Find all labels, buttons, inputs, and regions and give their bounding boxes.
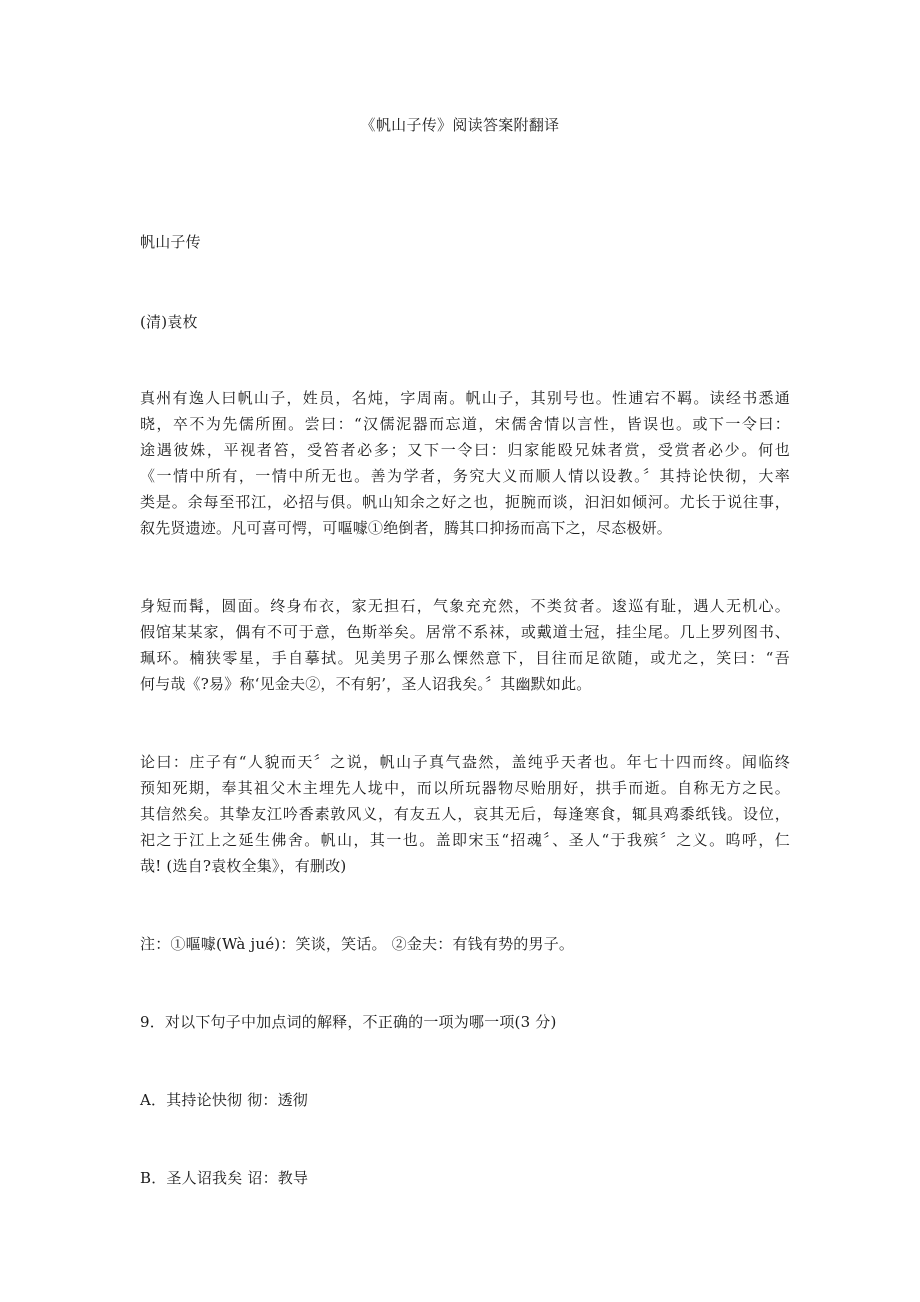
paragraph-line: 何与哉《?易》称‘见金夫②，不有躬’，圣人诏我矣。〞其幽默如此。: [140, 675, 592, 693]
paragraph-line: 真州有逸人曰帆山子，姓员，名炖，字周南。帆山子，其别号也。性逋宕不羁。读经书悉通: [140, 389, 790, 407]
option-b: B．圣人诏我矣 诏：教导: [140, 1169, 309, 1187]
option-a: A．其持论快彻 彻：透彻: [140, 1091, 309, 1109]
paragraph-line: 预知死期，奉其祖父木主埋先人垅中，而以所玩器物尽贻朋好，拱手而逝。自称无方之民。: [140, 779, 790, 797]
question-9: 9．对以下句子中加点词的解释，不正确的一项为哪一项(3 分): [140, 1013, 557, 1031]
author-line: (清)袁枚: [140, 313, 198, 331]
paragraph-3: [140, 749, 790, 879]
footnote: 注：①嘔噱(Wà jué)：笑谈，笑话。 ②金夫：有钱有势的男子。: [140, 935, 575, 953]
paragraph-line: 身短而髯，圆面。终身布衣，家无担石，气象充充然，不类贫者。逡巡有耻，遇人无机心。: [140, 597, 790, 615]
article-heading: 帆山子传: [140, 233, 201, 251]
paragraph-line: 晓，卒不为先儒所囿。尝曰：“汉儒泥器而忘道，宋儒舍情以言性，皆误也。或下一令曰：: [140, 415, 790, 433]
paragraph-line: 类是。余每至邗江，必招与俱。帆山知余之好之也，扼腕而谈，汩汩如倾河。尤长于说往事，: [140, 493, 790, 511]
paragraph-line: 祀之于江上之延生佛舍。帆山，其一也。盖即宋玉“招魂〞、圣人“于我殡〞之义。呜呼，仁: [140, 831, 790, 849]
paragraph-line: 珮环。楠狭零星，手自摹拭。见美男子那么慄然意下，目往而足欲随，或尤之，笑曰：“吾: [140, 649, 790, 667]
paragraph-line: 哉! (选自?袁枚全集》，有删改): [140, 857, 347, 875]
paragraph-line: 《一情中所有，一情中所无也。善为学者，务究大义而顺人情以设教。〞其持论快彻，大率: [140, 467, 790, 485]
paragraph-2: [140, 593, 790, 697]
paragraph-line: 叙先贤遗迹。凡可喜可愕，可嘔噱①绝倒者，腾其口抑扬而高下之，尽态极妍。: [140, 519, 673, 537]
page-title: 《帆山子传》阅读答案附翻译: [360, 116, 560, 134]
paragraph-line: 假馆某某家，偶有不可于意，色斯举矣。居常不系袜，或戴道士冠，挂尘尾。几上罗列图书、: [140, 623, 790, 641]
paragraph-1: [140, 385, 790, 541]
paragraph-line: 途遇彼姝，平视者笞，受笞者必多；又下一令曰：归家能殴兄妹者赏，受赏者必少。何也: [140, 441, 790, 459]
paragraph-line: 论曰：庄子有“人貌而天〞之说，帆山子真气盎然，盖纯乎天者也。年七十四而终。闻临终: [140, 753, 790, 771]
paragraph-line: 其信然矣。其挚友江吟香素敦风义，有友五人，哀其无后，每逢寒食，辄具鸡黍纸钱。设位，: [140, 805, 790, 823]
